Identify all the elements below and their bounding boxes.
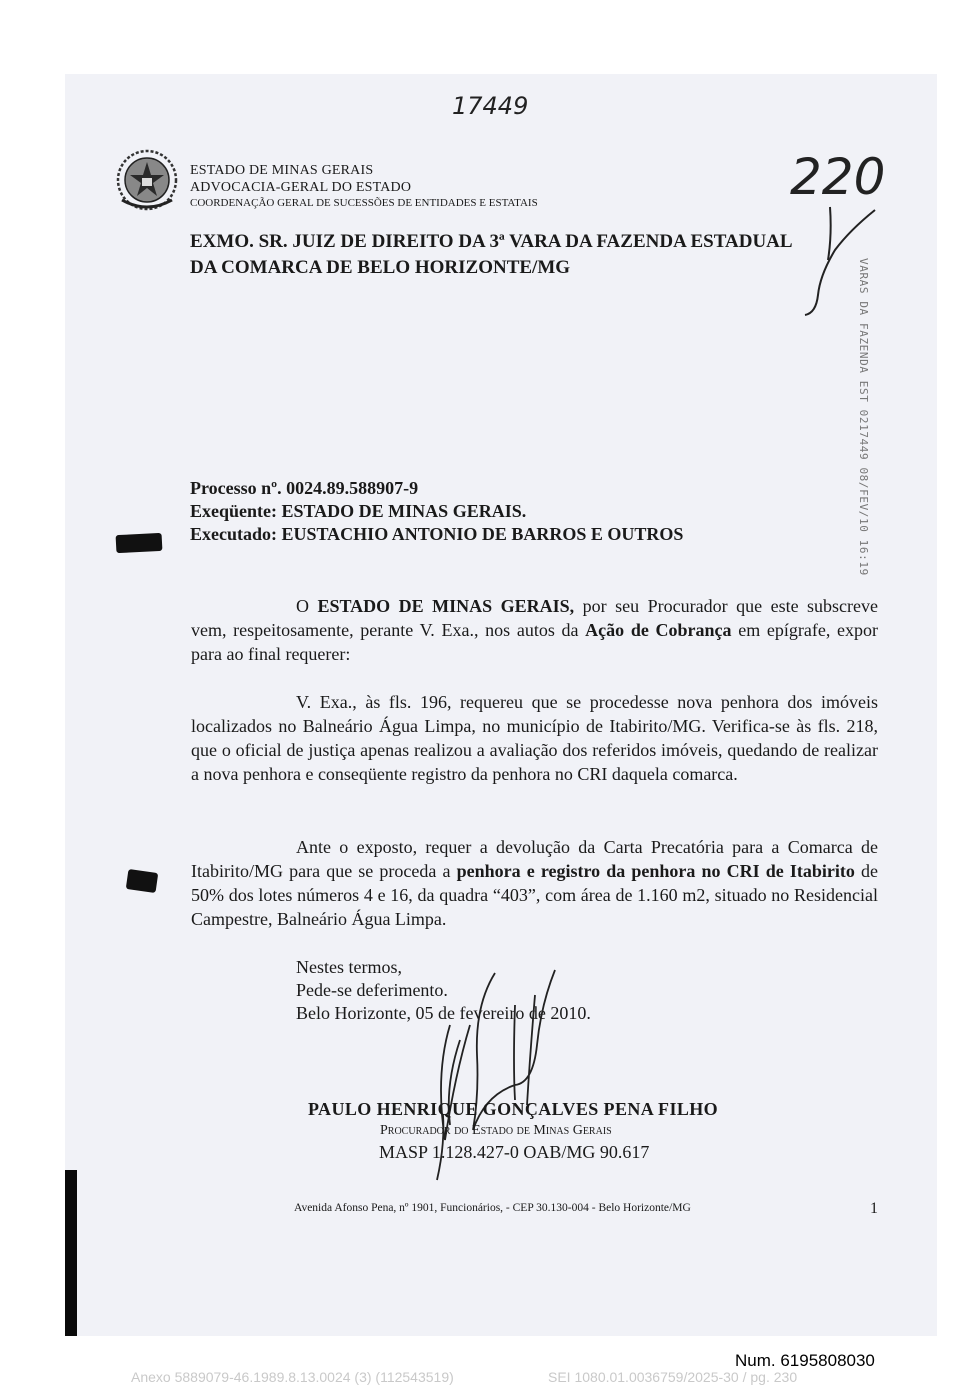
protocol-stamp <box>846 258 878 576</box>
handwritten-top-number: 17449 <box>452 92 529 120</box>
process-plaintiff: Exeqüente: ESTADO DE MINAS GERAIS. <box>190 501 527 521</box>
p3-text-a: Ante o exposto, requer a devolução da Carta Precatória para a Comarca de Itabirito/MG para que se proceda a <box>191 837 878 881</box>
addressee-line-1: EXMO. SR. JUIZ DE DIREITO DA 3ª VARA DA FAZENDA ESTADUAL <box>190 231 793 252</box>
p1-text-c: por seu Procurador que este subscreve vem, respeitosamente, perante V. Exa., nos autos da <box>191 596 879 640</box>
p1-text-a: O <box>296 596 318 616</box>
closing-line-2: Pede-se deferimento. <box>296 980 448 1000</box>
signatory-role: Procurador do Estado de Minas Gerais <box>380 1123 612 1138</box>
p1-text-e: em epígrafe, expor para ao final requerer: <box>191 620 878 664</box>
paragraph-2 <box>191 690 878 786</box>
p3-request: penhora e registro da penhora no CRI de Itabirito <box>456 861 855 881</box>
footer-address: Avenida Afonso Pena, nº 1901, Funcionários, - CEP 30.130-004 - Belo Horizonte/MG <box>294 1202 691 1214</box>
p1-state-name: ESTADO DE MINAS GERAIS, <box>317 596 575 616</box>
p2-text: V. Exa., às fls. 196, requereu que se procedesse nova penhora dos imóveis localizados no Balneário Água Limpa, no município de Itabirito/MG. Verifica-se às fls. 218, que o oficial de justiça apenas realizou a avaliação dos referidos imóveis, quedando de realizar a nova penhora e conseqüente registro da penhora no CRI daquela comarca. <box>191 692 878 784</box>
header-coordination: COORDENAÇÃO GERAL DE SUCESSÕES DE ENTIDADES E ESTATAIS <box>190 197 538 209</box>
state-crest-icon <box>116 148 178 212</box>
sei-reference: SEI 1080.01.0036759/2025-30 / pg. 230 <box>548 1369 798 1385</box>
annex-reference: Anexo 5889079-46.1989.8.13.0024 (3) (112543519) <box>131 1369 454 1385</box>
scan-marker <box>126 869 158 893</box>
paragraph-3 <box>191 835 878 931</box>
closing-date: Belo Horizonte, 05 de fevereiro de 2010. <box>296 1003 591 1023</box>
signatory-name: PAULO HENRIQUE GONÇALVES PENA FILHO <box>308 1099 719 1119</box>
closing-line-1: Nestes termos, <box>296 957 402 977</box>
document-number: Num. 6195808030 <box>735 1351 875 1370</box>
p3-text-c: de 50% dos lotes números 4 e 16, da quadra “403”, com área de 1.160 m2, situado no Residencial Campestre, Balneário Água Limpa. <box>191 861 878 929</box>
scan-marker <box>116 533 163 553</box>
p1-action-name: Ação de Cobrança <box>585 620 732 640</box>
protocol-stamp-text: VARAS DA FAZENDA EST 0217449 08/FEV/10 16:19 <box>857 258 870 576</box>
scan-edge-shadow <box>65 1170 77 1336</box>
defendant-label: Executado: <box>190 524 277 544</box>
page-number: 1 <box>870 1200 878 1217</box>
defendant-value: EUSTACHIO ANTONIO DE BARROS E OUTROS <box>281 524 684 544</box>
header-agency: ADVOCACIA-GERAL DO ESTADO <box>190 180 412 195</box>
signatory-registration: MASP 1.128.427-0 OAB/MG 90.617 <box>379 1142 650 1162</box>
process-defendant <box>190 523 683 546</box>
paragraph-1 <box>191 594 878 666</box>
addressee-line-2: DA COMARCA DE BELO HORIZONTE/MG <box>190 257 571 278</box>
header-state: ESTADO DE MINAS GERAIS <box>190 163 374 178</box>
handwritten-folio: 220 <box>790 148 886 206</box>
process-number: Processo nº. 0024.89.588907-9 <box>190 478 419 498</box>
